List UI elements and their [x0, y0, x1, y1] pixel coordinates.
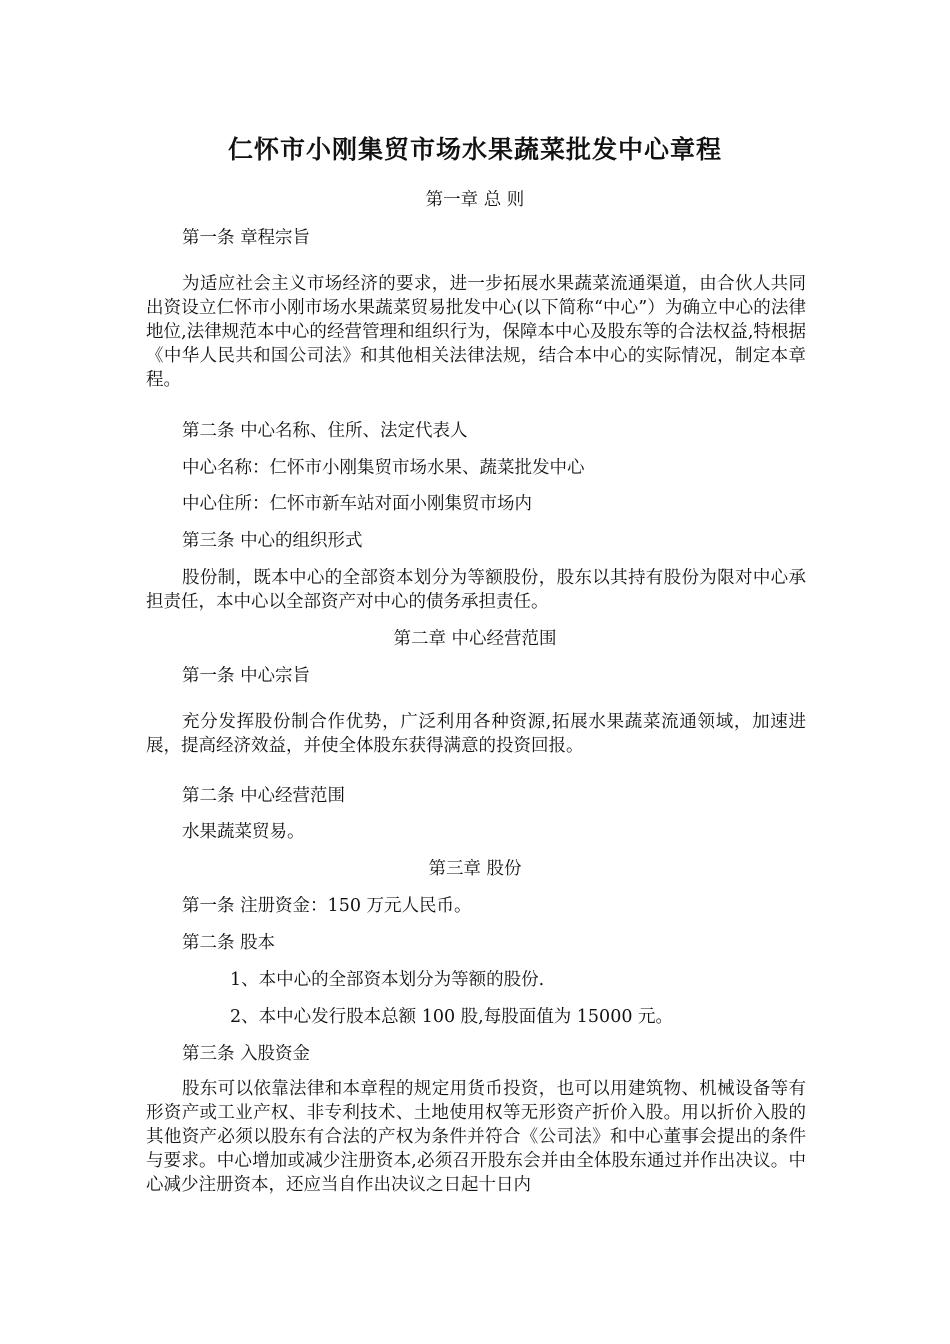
ch1-article-3-paragraph: 股份制，既本中心的全部资本划分为等额股份，股东以其持有股份为限对中心承担责任，本中心以全部资产对中心的债务承担责任。 — [146, 568, 806, 612]
ch2-article-2-text: 水果蔬菜贸易。 — [182, 822, 305, 842]
ch3-article-3-heading: 第三条 入股资金 — [182, 1044, 311, 1064]
ch3-article-1-registered-capital: 第一条 注册资金：150 万元人民币。 — [182, 896, 472, 916]
ch1-article-2-heading: 第二条 中心名称、住所、法定代表人 — [182, 421, 468, 441]
chapter-1-heading: 第一章 总 则 — [425, 190, 525, 210]
center-address-line: 中心住所：仁怀市新车站对面小刚集贸市场内 — [182, 494, 532, 514]
ch1-article-3-heading: 第三条 中心的组织形式 — [182, 531, 363, 551]
ch3-share-item-2: 2、本中心发行股本总额 100 股,每股面值为 15000 元。 — [230, 1007, 674, 1027]
ch2-article-2-heading: 第二条 中心经营范围 — [182, 786, 346, 806]
ch1-article-1-paragraph: 为适应社会主义市场经济的要求，进一步拓展水果蔬菜流通渠道，由合伙人共同出资设立仁怀市小刚市场水果蔬菜贸易批发中心(以下简称“中心”）为确立中心的法律地位,法律规范本中心的经营管理和组织行为，保障本中心及股东等的合法权益,特根据《中华人民共和国公司法》和其他相关法律法规，结合本中心的实际情况，制定本章程。 — [146, 274, 806, 390]
ch1-article-1-heading: 第一条 章程宗旨 — [182, 228, 311, 248]
ch2-article-1-paragraph: 充分发挥股份制合作优势，广泛利用各种资源,拓展水果蔬菜流通领域，加速进展，提高经济效益，并使全体股东获得满意的投资回报。 — [146, 712, 806, 756]
chapter-2-heading: 第二章 中心经营范围 — [393, 629, 557, 649]
ch3-article-3-paragraph: 股东可以依靠法律和本章程的规定用货币投资，也可以用建筑物、机械设备等有形资产或工业产权、非专利技术、土地使用权等无形资产折价入股。用以折价入股的其他资产必须以股东有合法的产权为条件并符合《公司法》和中心董事会提出的条件与要求。中心增加或减少注册资本,必须召开股东会并由全体股东通过并作出决议。中心减少注册资本，还应当自作出决议之日起十日内 — [146, 1079, 806, 1195]
center-name-line: 中心名称：仁怀市小刚集贸市场水果、蔬菜批发中心 — [182, 458, 585, 478]
chapter-3-heading: 第三章 股份 — [428, 859, 522, 879]
ch3-share-item-1: 1、本中心的全部资本划分为等额的股份. — [230, 970, 545, 990]
ch2-article-1-heading: 第一条 中心宗旨 — [182, 666, 311, 686]
document-title: 仁怀市小刚集贸市场水果蔬菜批发中心章程 — [227, 135, 722, 164]
ch3-article-2-heading: 第二条 股本 — [182, 933, 276, 953]
